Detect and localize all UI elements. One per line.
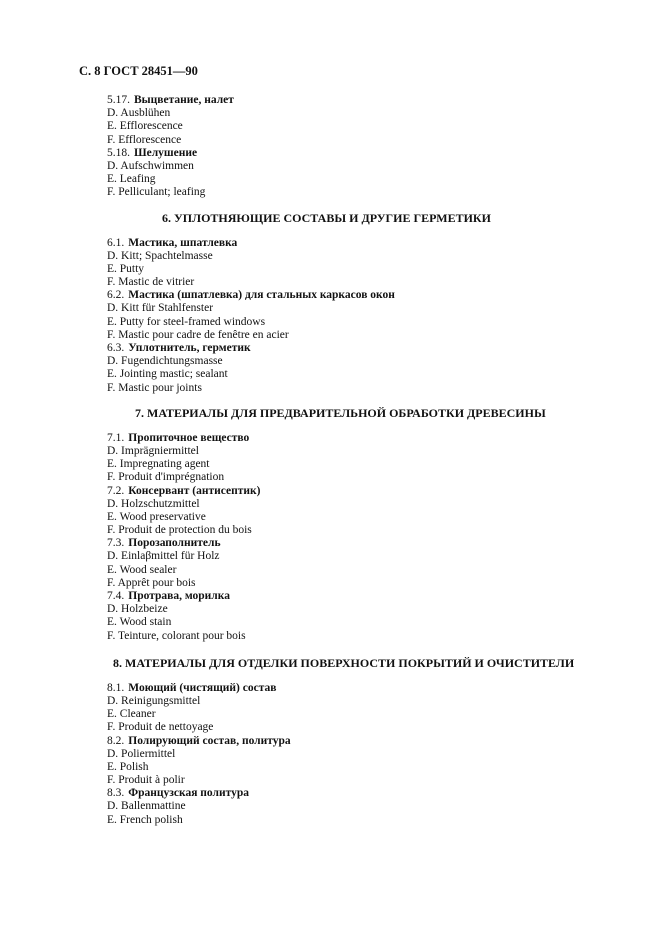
translation-de: D. Ballenmattine [107,800,186,813]
term-title [107,94,627,107]
translation-en: E. Leafing [107,173,156,186]
translation-fr: F. Mastic de vitrier [107,276,195,289]
term-name: Французская политура [128,787,249,800]
translation-en: E. Jointing mastic; sealant [107,368,228,381]
translation-de: D. Kitt für Stahlfenster [107,302,214,315]
term-name: Пропиточное вещество [128,431,250,444]
term-title [107,735,627,748]
term-title [107,147,627,160]
section-heading-6: 6. УПЛОТНЯЮЩИЕ СОСТАВЫ И ДРУГИЕ ГЕРМЕТИКИ [162,210,491,225]
translation-de: D. Holzbeize [107,603,168,616]
section-8-terms [107,682,627,827]
term-number: 8.2. [107,734,125,747]
translation-fr: F. Apprêt pour bois [107,576,196,589]
section-7-terms [107,432,627,643]
translation-fr: F. Teinture, colorant pour bois [107,629,246,642]
term-entry-6-1 [107,237,627,290]
translation-fr: F. Produit de protection du bois [107,524,252,537]
term-entry-6-2 [107,289,627,342]
translation-fr: F. Mastic pour joints [107,381,202,394]
translation-de: D. Kitt; Spachtelmasse [107,249,213,262]
term-entry-7-2 [107,485,627,538]
translation-de: D. Fugendichtungsmasse [107,355,223,368]
term-title [107,485,627,498]
translation-de: D. Einlaβmittel für Holz [107,550,220,563]
term-name: Уплотнитель, герметик [128,342,251,354]
term-title [107,787,627,800]
translation-en: E. Putty [107,262,145,275]
translation-en: E. Polish [107,760,149,773]
term-entry-8-2 [107,735,627,788]
term-name: Шелушение [134,146,198,159]
term-number: 6.1. [107,236,125,249]
translation-en: E. Wood sealer [107,563,177,576]
term-entry-5-18 [107,147,627,200]
term-name: Моющий (чистящий) состав [128,681,277,694]
term-title [107,432,627,445]
translation-en: E. Cleaner [107,708,156,721]
section-5-terms [107,94,627,200]
term-number: 7.3. [107,537,125,550]
term-number: 6.2. [107,289,125,302]
term-number: 5.18. [107,146,130,159]
translation-en: E. Efflorescence [107,120,183,133]
term-name: Порозаполнитель [128,537,221,550]
term-title [107,537,627,550]
document-body [107,94,627,827]
term-number: 6.3. [107,342,125,354]
translation-en: E. Putty for steel-framed windows [107,315,266,328]
translation-fr: F. Produit de nettoyage [107,721,214,734]
translation-de: D. Ausblühen [107,107,171,120]
translation-fr: F. Mastic pour cadre de fenêtre en acier [107,328,289,341]
term-title [107,590,627,603]
translation-de: D. Aufschwimmen [107,159,194,172]
translation-de: D. Holzschutzmittel [107,497,200,510]
translation-fr: F. Produit à polir [107,774,185,787]
term-name: Мастика, шпатлевка [128,236,238,249]
translation-en: E. Wood preservative [107,510,206,523]
page-header: С. 8 ГОСТ 28451—90 [79,64,198,78]
translation-en: E. Wood stain [107,616,172,629]
term-entry-7-1 [107,432,627,485]
translation-de: D. Reinigungsmittel [107,694,201,707]
term-number: 7.4. [107,590,125,602]
term-entry-8-1 [107,682,627,735]
term-number: 7.2. [107,484,125,497]
translation-de: D. Imprägniermittel [107,444,199,457]
section-heading-7: 7. МАТЕРИАЛЫ ДЛЯ ПРЕДВАРИТЕЛЬНОЙ ОБРАБОТКИ ДРЕВЕСИНЫ [135,405,546,420]
term-entry-8-3 [107,787,627,827]
term-title [107,682,627,695]
translation-fr: F. Produit d'imprégnation [107,471,225,484]
term-entry-6-3 [107,342,627,395]
term-entry-7-3 [107,537,627,590]
term-number: 5.17. [107,94,130,106]
term-name: Мастика (шпатлевка) для стальных каркасов окон [128,289,395,302]
term-title [107,342,627,355]
section-6-terms [107,237,627,395]
term-name: Протрава, морилка [128,590,230,602]
term-number: 8.1. [107,681,125,694]
translation-en: E. Impregnating agent [107,458,210,471]
term-name: Выцветание, налет [134,94,234,106]
term-number: 7.1. [107,431,125,444]
term-entry-5-17 [107,94,627,147]
term-entry-7-4 [107,590,627,643]
term-number: 8.3. [107,787,125,800]
term-title [107,237,627,250]
section-heading-8: 8. МАТЕРИАЛЫ ДЛЯ ОТДЕЛКИ ПОВЕРХНОСТИ ПОКРЫТИЙ И ОЧИСТИТЕЛИ [113,655,575,670]
translation-fr: F. Pelliculant; leafing [107,186,206,199]
term-title [107,289,627,302]
translation-en: E. French polish [107,813,183,826]
term-name: Консервант (антисептик) [128,484,261,497]
translation-de: D. Poliermittel [107,747,176,760]
translation-fr: F. Efflorescence [107,133,182,146]
term-name: Полирующий состав, политура [128,734,291,747]
